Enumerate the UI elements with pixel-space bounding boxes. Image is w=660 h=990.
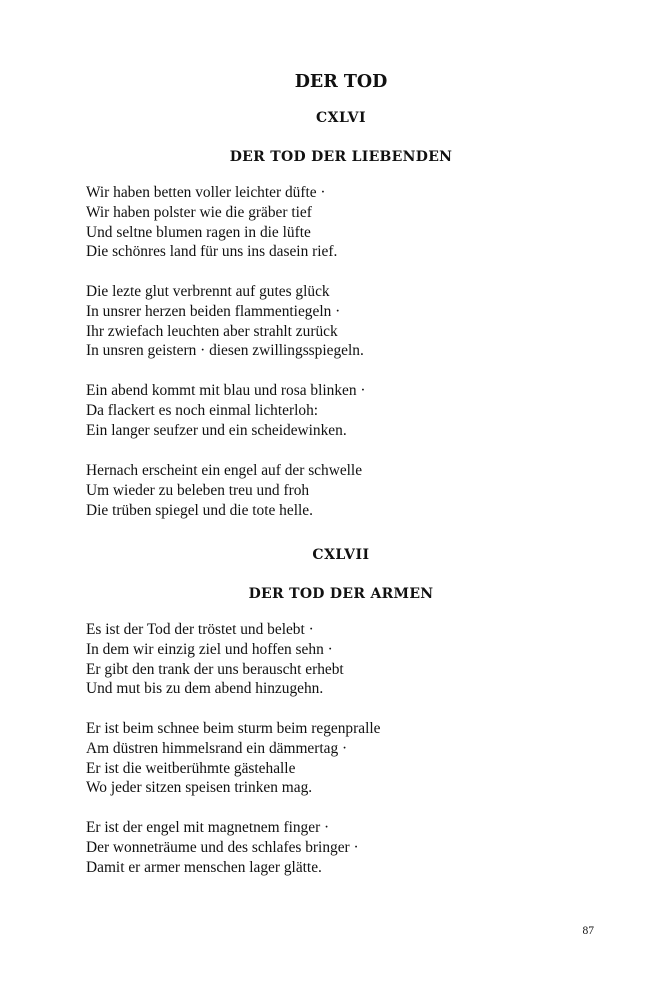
poem-line: Damit er armer menschen lager glätte. [86,858,322,876]
poem-line: Er gibt den trank der uns berauscht erhebt [86,660,344,678]
poem-title: DER TOD DER LIEBENDEN [229,149,453,165]
section-title: DER TOD [294,72,388,92]
stanza [86,620,606,699]
poem-line: Und seltne blumen ragen in die lüfte [86,223,311,241]
poem-line: Die trüben spiegel und die tote helle. [86,501,313,519]
poem-line: Es ist der Tod der tröstet und belebt · [86,621,314,638]
poem-number: CXLVII [312,547,370,563]
stanza [86,183,606,262]
poem-line: In dem wir einzig ziel und hoffen sehn · [86,640,333,658]
poem-line: Er ist beim schnee beim sturm beim regenpralle [86,720,381,737]
poem-line: Er ist die weitberühmte gästehalle [86,759,296,777]
poem-line: Wir haben betten voller leichter düfte · [86,184,326,201]
poem-line: Der wonneträume und des schlafes bringer · [86,838,359,856]
poem-line: Am düstren himmelsrand ein dämmertag · [86,739,348,757]
poem-line: Die schönres land für uns ins dasein rief. [86,243,338,261]
poem-line: Ein langer seufzer und ein scheidewinken. [86,421,347,439]
poem-line: In unsren geistern · diesen zwillingsspiegeln. [86,342,364,360]
poem-line: Ein abend kommt mit blau und rosa blinken · [86,382,366,399]
poem-line: Hernach erscheint ein engel auf der schwelle [86,462,363,479]
poem-line: In unsrer herzen beiden flammentiegeln · [86,302,341,320]
stanza [86,381,606,440]
poem-line: Er ist der engel mit magnetnem finger · [86,819,330,836]
poem-line: Wo jeder sitzen speisen trinken mag. [86,779,313,797]
stanza [86,282,606,361]
stanza [86,719,606,798]
poem-line: Da flackert es noch einmal lichterloh: [86,401,319,419]
page-number: 87 [582,925,594,937]
poem-line: Ihr zwiefach leuchten aber strahlt zurück [86,322,338,340]
stanza [86,818,606,877]
poem-number: CXLVI [315,110,367,126]
poem-line: Wir haben polster wie die gräber tief [86,203,312,221]
stanza [86,461,606,520]
poem-title: DER TOD DER ARMEN [248,586,434,602]
poem-line: Und mut bis zu dem abend hinzugehn. [86,680,324,698]
poem-line: Um wieder zu beleben treu und froh [86,481,310,499]
poem-line: Die lezte glut verbrennt auf gutes glück [86,283,330,300]
